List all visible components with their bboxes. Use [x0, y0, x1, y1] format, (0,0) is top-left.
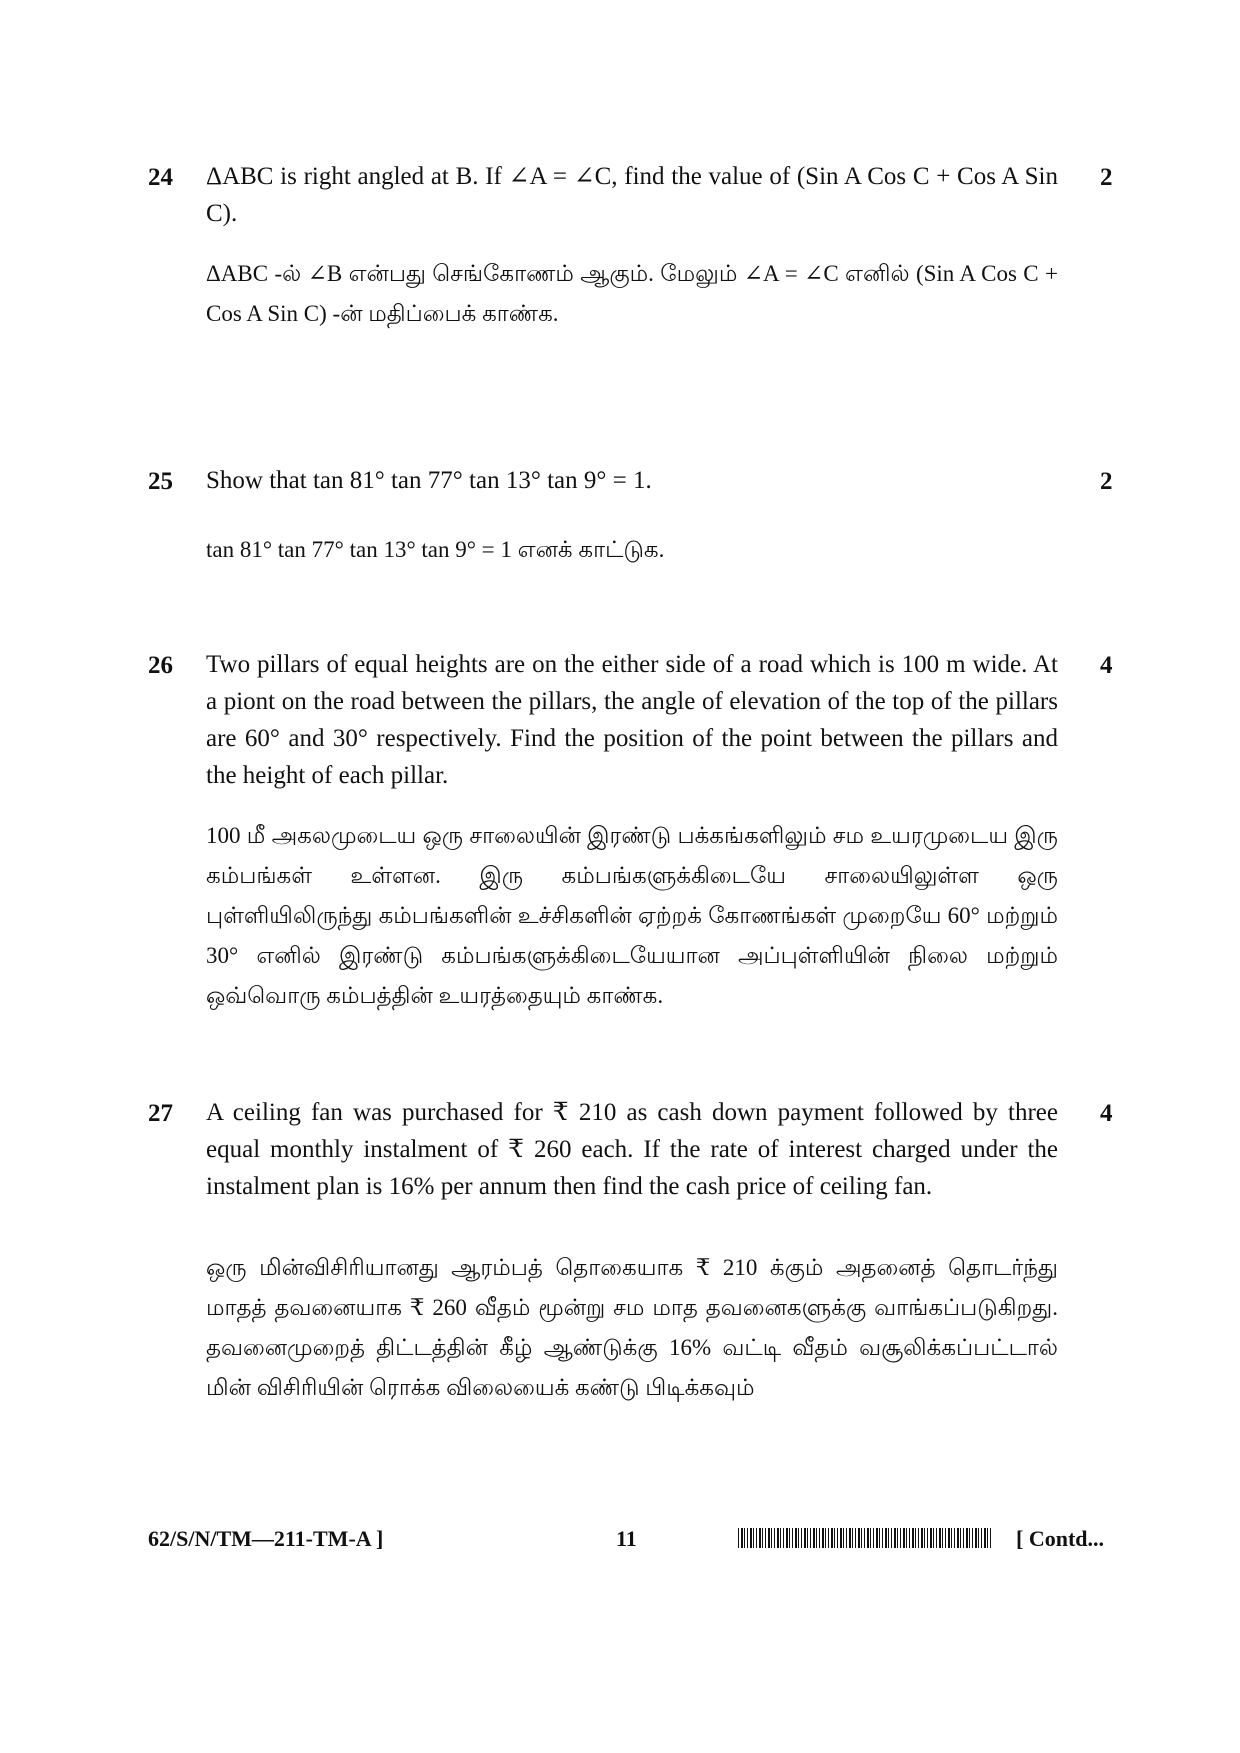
question-marks: 2	[1100, 164, 1113, 191]
question-english-text: A ceiling fan was purchased for ₹ 210 as cash down payment followed by three equal monthly instalment of ₹ 260 each. If the rate of interest charged under the instalment plan is 16% per annum then find the cash price of ceiling fan.	[206, 1099, 1058, 1200]
page-number: 11	[616, 1526, 637, 1551]
question-marks: 4	[1100, 1100, 1113, 1127]
question-number: 24	[148, 164, 173, 191]
question-marks: 4	[1100, 652, 1113, 679]
question-english-text: Show that tan 81° tan 77° tan 13° tan 9° = 1.	[206, 467, 652, 494]
continued-label: [ Contd...	[1016, 1526, 1105, 1551]
question-tamil-text: ஒரு மின்விசிரியானது ஆரம்பத் தொகையாக ₹ 210 க்கும் அதனைத் தொடர்ந்து மாதத் தவனையாக ₹ 260 வீதம் மூன்று சம மாத தவனைகளுக்கு வாங்கப்படுகிறது. தவனைமுறைத் திட்டத்தின் கீழ் ஆண்டுக்கு 16% வட்டி வீதம் வசூலிக்கப்பட்டால் மின் விசிரியின் ரொக்க விலையைக் கண்டு பிடிக்கவும்	[206, 1255, 1058, 1400]
barcode-icon	[738, 1528, 992, 1548]
question-tamil-text: 100 மீ அகலமுடைய ஒரு சாலையின் இரண்டு பக்கங்களிலும் சம உயரமுடைய இரு கம்பங்கள் உள்ளன. இரு கம்பங்களுக்கிடையே சாலையிலுள்ள ஒரு புள்ளியிலிருந்து கம்பங்களின் உச்சிகளின் ஏற்றக் கோணங்கள் முறையே 60° மற்றும் 30° எனில் இரண்டு கம்பங்களுக்கிடையேயான அப்புள்ளியின் நிலை மற்றும் ஒவ்வொரு கம்பத்தின் உயரத்தையும் காண்க.	[206, 823, 1058, 1008]
question-english-text: ΔABC is right angled at B. If ∠A = ∠C, find the value of (Sin A Cos C + Cos A Sin C).	[206, 163, 1058, 227]
question-tamil-text: ΔABC -ல் ∠B என்பது செங்கோணம் ஆகும். மேலும் ∠A = ∠C எனில் (Sin A Cos C + Cos A Sin C) -ன் மதிப்பைக் காண்க.	[206, 261, 1058, 326]
question-number: 25	[148, 468, 173, 495]
question-number: 26	[148, 652, 173, 679]
question-number: 27	[148, 1100, 173, 1127]
question-tamil-text: tan 81° tan 77° tan 13° tan 9° = 1 எனக் காட்டுக.	[206, 537, 665, 562]
paper-code: 62/S/N/TM—211-TM-A ]	[148, 1526, 384, 1551]
question-marks: 2	[1100, 468, 1113, 495]
question-english-text: Two pillars of equal heights are on the either side of a road which is 100 m wide. At a piont on the road between the pillars, the angle of elevation of the top of the pillars are 60° and 30° respectively. Find the position of the point between the pillars and the height of each pillar.	[206, 651, 1058, 789]
